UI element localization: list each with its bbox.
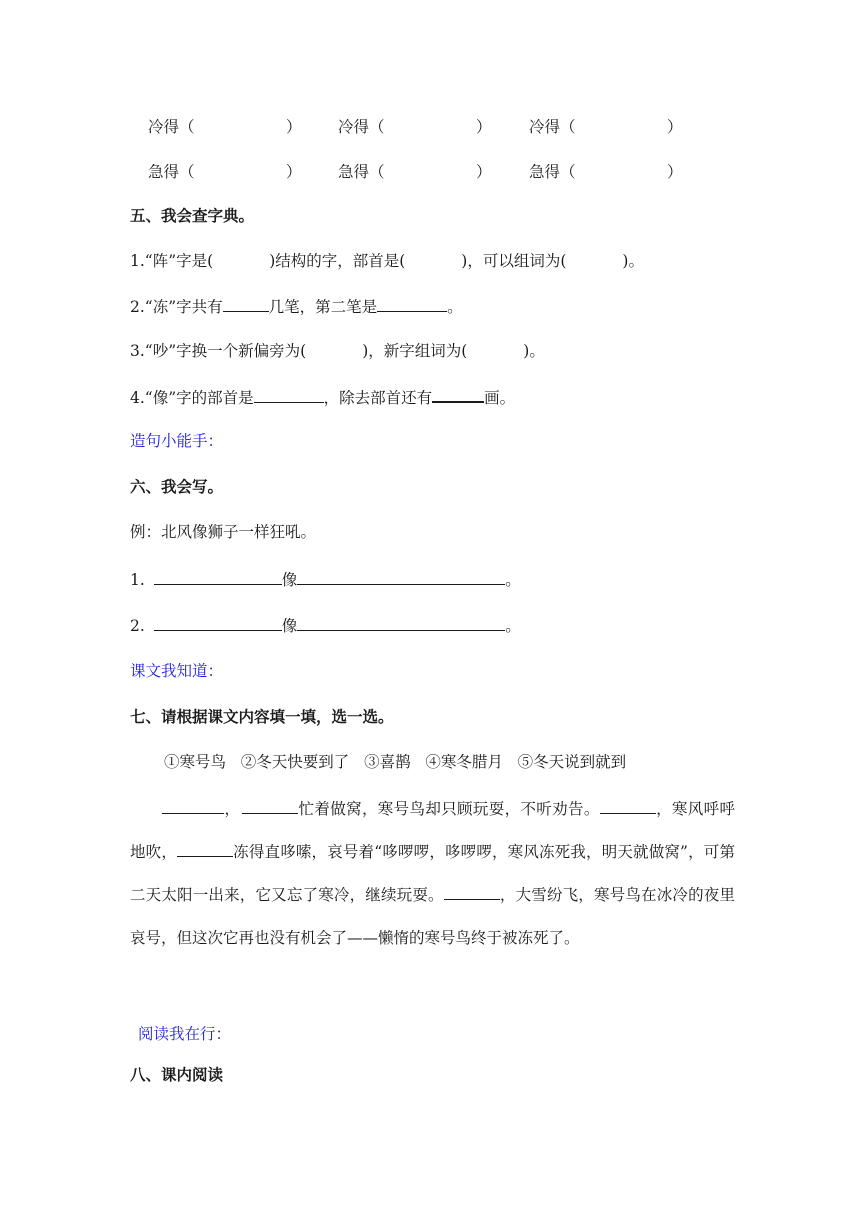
- line1-end: 。: [505, 571, 521, 589]
- q4-part-b: ，除去部首还有: [323, 389, 433, 407]
- line2-blank-subject[interactable]: [154, 614, 282, 631]
- write-line-1: [130, 568, 521, 591]
- q4-blank-strokes[interactable]: [432, 385, 484, 403]
- q1-part-b: )结构的字，部首是(: [269, 252, 406, 270]
- story-paragraph: [130, 788, 735, 960]
- q1-part-c: )，可以组词为(: [461, 252, 567, 270]
- story-text-1: ，: [224, 800, 241, 818]
- category-reading: 阅读我在行：: [138, 1025, 232, 1043]
- line1-number: 1.: [130, 571, 145, 589]
- row1-item3-end: ）: [667, 118, 683, 136]
- q4-part-c: 画。: [484, 389, 516, 407]
- line2-end: 。: [505, 617, 521, 635]
- line2-like: 像: [281, 617, 298, 635]
- story-blank-4[interactable]: [177, 840, 233, 857]
- row2-item1-start: 急得（: [148, 163, 195, 181]
- line2-number: 2.: [130, 617, 145, 635]
- row1-item3-start: 冷得（: [529, 118, 576, 136]
- option-list: ①寒号鸟 ②冬天快要到了 ③喜鹊 ④寒冬腊月 ⑤冬天说到就到: [164, 753, 627, 771]
- story-blank-3[interactable]: [600, 797, 656, 814]
- line2-blank-object[interactable]: [297, 614, 505, 631]
- story-blank-5[interactable]: [444, 883, 500, 900]
- write-line-2: [130, 614, 521, 637]
- dict-question-2: [130, 295, 463, 318]
- q4-part-a: 4.“像”字的部首是: [130, 389, 254, 407]
- story-text-3: ，寒风呼呼地吹，: [130, 800, 735, 861]
- row2-item3-end: ）: [667, 163, 683, 181]
- line1-blank-subject[interactable]: [154, 568, 282, 585]
- story-text-5: ，大雪纷飞，寒号鸟在冰冷的夜里哀号，但这次它再也没有机会了——懒惰的寒号鸟终于被冻死了。: [130, 886, 735, 947]
- category-sentence-making: 造句小能手：: [130, 432, 224, 450]
- story-text-4: 冻得直哆嗦，哀号着“哆啰啰，哆啰啰，寒风冻死我，明天就做窝”，可第二天太阳一出来，它又忘了寒冷，继续玩耍。: [130, 843, 735, 904]
- section6-heading: 六、我会写。: [130, 477, 224, 496]
- line1-like: 像: [281, 571, 298, 589]
- q3-part-b: )，新字组词为(: [362, 342, 468, 360]
- row2-item2-end: ）: [476, 163, 492, 181]
- story-blank-1[interactable]: [162, 797, 224, 814]
- q2-blank-strokes[interactable]: [223, 295, 269, 312]
- q2-part-c: 。: [447, 298, 463, 316]
- dict-question-3: [130, 340, 545, 362]
- dict-question-4: [130, 385, 515, 409]
- row2-item3-start: 急得（: [529, 163, 576, 181]
- q2-part-b: 几笔，第二笔是: [268, 298, 378, 316]
- row1-item1-end: ）: [286, 118, 302, 136]
- q4-blank-radical[interactable]: [254, 386, 324, 403]
- category-text-knowledge: 课文我知道：: [130, 662, 224, 680]
- q3-part-a: 3.“吵”字换一个新偏旁为(: [130, 342, 307, 360]
- example-sentence: 例：北风像狮子一样狂吼。: [130, 523, 317, 541]
- q1-part-d: )。: [622, 252, 644, 270]
- story-blank-2[interactable]: [242, 797, 298, 814]
- q3-part-c: )。: [523, 342, 545, 360]
- line1-blank-object[interactable]: [297, 568, 505, 585]
- row1-item2-end: ）: [476, 118, 492, 136]
- section7-heading: 七、请根据课文内容填一填，选一选。: [130, 707, 394, 726]
- row2-item2-start: 急得（: [338, 163, 385, 181]
- section8-heading: 八、课内阅读: [130, 1065, 224, 1084]
- row2-item1-end: ）: [286, 163, 302, 181]
- section5-heading: 五、我会查字典。: [130, 206, 255, 225]
- dict-question-1: [130, 250, 644, 272]
- q2-part-a: 2.“冻”字共有: [130, 298, 223, 316]
- story-text-2: 忙着做窝，寒号鸟却只顾玩耍，不听劝告。: [298, 800, 600, 818]
- q1-part-a: 1.“阵”字是(: [130, 252, 214, 270]
- row1-item1-start: 冷得（: [148, 118, 195, 136]
- q2-blank-second-stroke[interactable]: [377, 295, 447, 312]
- row1-item2-start: 冷得（: [338, 118, 385, 136]
